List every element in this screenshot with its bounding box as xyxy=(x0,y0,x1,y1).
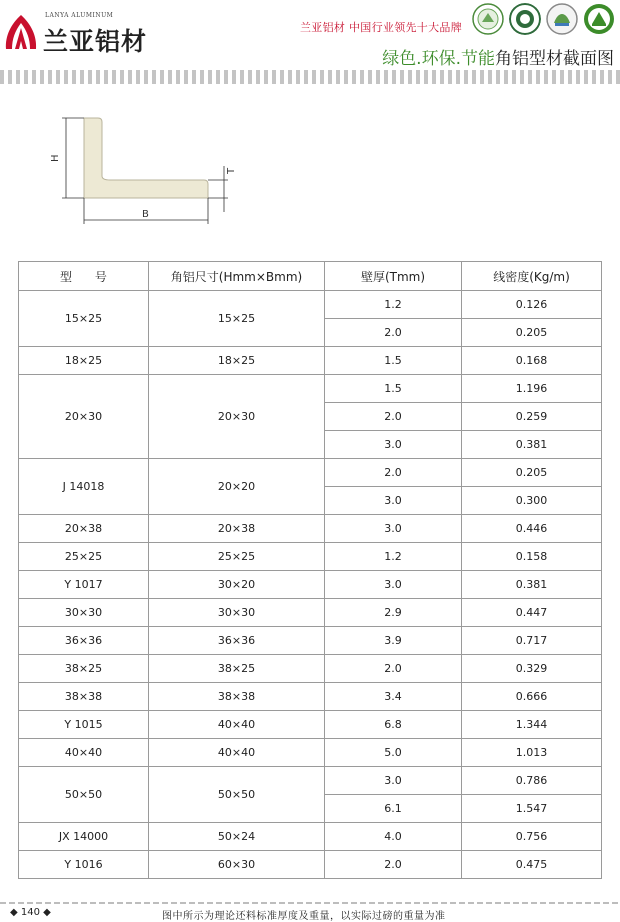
cell-model: 50×50 xyxy=(19,767,149,823)
cell-density: 1.013 xyxy=(462,739,602,767)
cell-size: 30×30 xyxy=(149,599,325,627)
cell-size: 18×25 xyxy=(149,347,325,375)
cell-model: J 14018 xyxy=(19,459,149,515)
header-density: 线密度(Kg/m) xyxy=(462,262,602,291)
cell-model: JX 14000 xyxy=(19,823,149,851)
cell-size: 25×25 xyxy=(149,543,325,571)
angle-profile-shape xyxy=(84,118,208,198)
cell-size: 20×30 xyxy=(149,375,325,459)
cell-thickness: 2.0 xyxy=(325,459,462,487)
cell-thickness: 3.0 xyxy=(325,571,462,599)
cell-density: 0.447 xyxy=(462,599,602,627)
cell-size: 60×30 xyxy=(149,851,325,879)
cell-thickness: 3.0 xyxy=(325,431,462,459)
cell-thickness: 1.2 xyxy=(325,543,462,571)
cell-density: 0.381 xyxy=(462,431,602,459)
cell-model: 36×36 xyxy=(19,627,149,655)
cell-density: 0.158 xyxy=(462,543,602,571)
cell-model: 25×25 xyxy=(19,543,149,571)
cell-model: Y 1015 xyxy=(19,711,149,739)
table-row xyxy=(19,571,602,599)
cell-size: 20×20 xyxy=(149,459,325,515)
cell-thickness: 1.5 xyxy=(325,375,462,403)
table-row xyxy=(19,543,602,571)
header-model: 型 号 xyxy=(19,262,149,291)
table-body xyxy=(19,291,602,879)
cell-density: 0.381 xyxy=(462,571,602,599)
certification-seal-icon xyxy=(472,3,504,35)
cell-density: 0.126 xyxy=(462,291,602,319)
specification-table xyxy=(18,261,602,879)
cell-size: 38×25 xyxy=(149,655,325,683)
cell-density: 1.547 xyxy=(462,795,602,823)
table-row xyxy=(19,291,602,319)
cell-density: 0.446 xyxy=(462,515,602,543)
cell-model: 20×38 xyxy=(19,515,149,543)
cell-model: 40×40 xyxy=(19,739,149,767)
cell-size: 38×38 xyxy=(149,683,325,711)
cell-size: 20×38 xyxy=(149,515,325,543)
dim-label-t: T xyxy=(226,167,237,174)
brand-slogan: 兰亚铝材 中国行业领先十大品牌 xyxy=(300,21,462,34)
table-row xyxy=(19,655,602,683)
cell-thickness: 3.9 xyxy=(325,627,462,655)
table-row xyxy=(19,823,602,851)
certification-badges xyxy=(472,3,618,37)
cell-thickness: 1.5 xyxy=(325,347,462,375)
lanya-logo-icon xyxy=(3,12,39,52)
cell-thickness: 6.1 xyxy=(325,795,462,823)
cell-thickness: 3.0 xyxy=(325,767,462,795)
table-row xyxy=(19,347,602,375)
logo-chinese: 兰亚铝材 xyxy=(43,27,148,56)
cell-size: 36×36 xyxy=(149,627,325,655)
cell-thickness: 2.0 xyxy=(325,403,462,431)
dim-label-h: H xyxy=(50,154,61,162)
cell-model: 38×38 xyxy=(19,683,149,711)
footer-note: 图中所示为理论还料标准厚度及重量，以实际过磅的重量为准 xyxy=(162,911,446,922)
cell-size: 50×50 xyxy=(149,767,325,823)
cell-model: Y 1017 xyxy=(19,571,149,599)
subtitle-black: 角铝型材截面图 xyxy=(495,49,614,69)
cell-density: 0.205 xyxy=(462,459,602,487)
page-header xyxy=(0,0,620,72)
page-subtitle xyxy=(382,44,614,69)
cell-thickness: 2.0 xyxy=(325,655,462,683)
cell-size: 30×20 xyxy=(149,571,325,599)
cell-density: 0.475 xyxy=(462,851,602,879)
cell-model: 30×30 xyxy=(19,599,149,627)
cell-model: Y 1016 xyxy=(19,851,149,879)
table-row xyxy=(19,599,602,627)
header-thickness: 壁厚(Tmm) xyxy=(325,262,462,291)
cell-thickness: 2.0 xyxy=(325,319,462,347)
cell-thickness: 3.4 xyxy=(325,683,462,711)
cell-model: 20×30 xyxy=(19,375,149,459)
table-row xyxy=(19,459,602,487)
cell-model: 15×25 xyxy=(19,291,149,347)
page-number-value: 140 xyxy=(20,907,40,918)
cell-density: 0.300 xyxy=(462,487,602,515)
cell-thickness: 3.0 xyxy=(325,487,462,515)
table-row xyxy=(19,683,602,711)
table-row xyxy=(19,767,602,795)
cell-thickness: 2.0 xyxy=(325,851,462,879)
table-header-row xyxy=(19,262,602,291)
table-row xyxy=(19,515,602,543)
cell-size: 40×40 xyxy=(149,711,325,739)
table-row xyxy=(19,739,602,767)
cell-density: 0.259 xyxy=(462,403,602,431)
environment-seal-icon xyxy=(546,3,578,35)
cell-thickness: 1.2 xyxy=(325,291,462,319)
cell-size: 15×25 xyxy=(149,291,325,347)
page-footer xyxy=(0,902,620,922)
page-number: ◆ 140 ◆ xyxy=(10,907,51,918)
cell-density: 1.344 xyxy=(462,711,602,739)
header-size: 角铝尺寸(Hmm×Bmm) xyxy=(149,262,325,291)
cell-density: 0.666 xyxy=(462,683,602,711)
cell-density: 0.786 xyxy=(462,767,602,795)
quality-seal-icon xyxy=(509,3,541,35)
header-stripe xyxy=(0,70,620,84)
cell-density: 0.756 xyxy=(462,823,602,851)
cell-model: 38×25 xyxy=(19,655,149,683)
cell-density: 0.205 xyxy=(462,319,602,347)
footer-line xyxy=(0,902,620,904)
table-row xyxy=(19,711,602,739)
cell-size: 40×40 xyxy=(149,739,325,767)
subtitle-green: 绿色.环保.节能 xyxy=(382,49,495,69)
cell-thickness: 5.0 xyxy=(325,739,462,767)
cell-thickness: 3.0 xyxy=(325,515,462,543)
cell-density: 0.717 xyxy=(462,627,602,655)
cell-thickness: 4.0 xyxy=(325,823,462,851)
table-row xyxy=(19,627,602,655)
cell-density: 0.168 xyxy=(462,347,602,375)
green-building-seal-icon xyxy=(583,3,615,35)
cell-model: 18×25 xyxy=(19,347,149,375)
cell-density: 1.196 xyxy=(462,375,602,403)
logo-english: LANYA ALUMINUM xyxy=(45,12,114,19)
table-row xyxy=(19,851,602,879)
table-row xyxy=(19,375,602,403)
angle-profile-drawing xyxy=(0,100,620,240)
cell-size: 50×24 xyxy=(149,823,325,851)
cell-density: 0.329 xyxy=(462,655,602,683)
dim-label-b: B xyxy=(142,209,149,220)
cell-thickness: 2.9 xyxy=(325,599,462,627)
cell-thickness: 6.8 xyxy=(325,711,462,739)
